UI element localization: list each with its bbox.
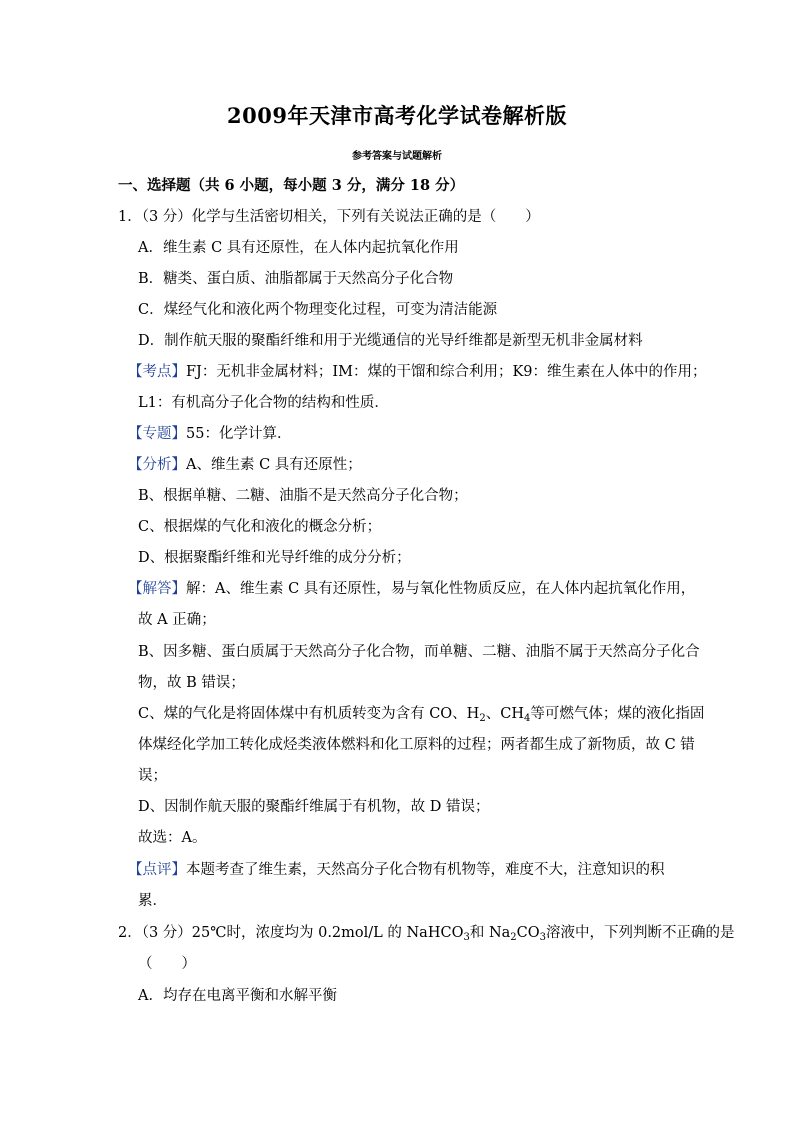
jieda-line-3: B、因多糖、蛋白质属于天然高分子化合物，而单糖、二糖、油脂不属于天然高分子化合 xyxy=(138,644,700,660)
jieda-text-5c: 等可燃气体；煤的液化指固 xyxy=(530,706,705,722)
subscript: 2 xyxy=(479,713,486,724)
question-1-option-c: C．煤经气化和液化两个物理变化过程，可变为清洁能源 xyxy=(138,302,498,318)
fenxi-line-1 xyxy=(128,455,362,475)
zhuanti-line xyxy=(128,424,291,444)
question-1-option-b: B．糖类、蛋白质、油脂都属于天然高分子化合物 xyxy=(138,271,454,287)
jieda-line-8: D、因制作航天服的聚酯纤维属于有机物，故 D 错误； xyxy=(138,799,490,815)
question-1-option-d: D．制作航天服的聚酯纤维和用于光缆通信的光导纤维都是新型无机非金属材料 xyxy=(138,333,643,349)
q2-stem-b: 和 Na xyxy=(469,925,511,941)
jieda-line-1 xyxy=(128,579,695,599)
dianping-line-1 xyxy=(128,860,665,880)
jieda-line-5 xyxy=(138,704,704,724)
kaodian-text-1: FJ：无机非金属材料；IM：煤的干馏和综合利用；K9：维生素在人体中的作用； xyxy=(186,364,707,380)
jieda-text-5a: C、煤的气化是将固体煤中有机质转变为含有 CO、H xyxy=(138,706,480,722)
section-heading: 一、选择题（共 6 小题，每小题 3 分，满分 18 分） xyxy=(118,177,465,194)
question-1-option-a: A．维生素 C 具有还原性，在人体内起抗氧化作用 xyxy=(138,240,459,256)
fenxi-text-1: A、维生素 C 具有还原性； xyxy=(186,457,362,473)
q2-stem-d: 溶液中，下列判断不正确的是 xyxy=(546,925,735,941)
jieda-text-1: 解：A、维生素 C 具有还原性，易与氧化性物质反应，在人体内起抗氧化作用， xyxy=(186,581,696,597)
question-1-stem: 1．（3 分）化学与生活密切相关，下列有关说法正确的是（ ） xyxy=(118,209,540,225)
jieda-line-9: 故选：A。 xyxy=(138,830,207,846)
kaodian-tag: 【考点】 xyxy=(128,364,186,380)
subscript: 4 xyxy=(523,713,531,724)
dianping-line-2: 累． xyxy=(138,893,167,909)
document-subtitle: 参考答案与试题解析 xyxy=(352,151,442,162)
subscript: 2 xyxy=(510,932,517,943)
question-2-stem xyxy=(118,923,735,943)
jieda-line-6: 体煤经化学加工转化成烃类液体燃料和化工原料的过程；两者都生成了新物质，故 C 错 xyxy=(138,737,695,753)
question-2-option-a: A．均存在电离平衡和水解平衡 xyxy=(138,988,337,1004)
fenxi-tag: 【分析】 xyxy=(128,457,186,473)
question-2-stem-2: （ ） xyxy=(138,956,196,972)
subscript: 3 xyxy=(463,932,470,943)
zhuanti-text: 55：化学计算． xyxy=(186,426,292,442)
jieda-line-2: 故 A 正确； xyxy=(138,612,216,628)
jieda-tag: 【解答】 xyxy=(128,581,186,597)
dianping-text-1: 本题考查了维生素，天然高分子化合物有机物等，难度不大，注意知识的积 xyxy=(186,862,665,878)
subscript: 3 xyxy=(539,932,547,943)
jieda-line-7: 误； xyxy=(138,768,167,784)
jieda-line-4: 物，故 B 错误； xyxy=(138,675,245,691)
kaodian-line-1 xyxy=(128,362,707,382)
document-title: 2009年天津市高考化学试卷解析版 xyxy=(227,103,567,128)
fenxi-line-2: B、根据单糖、二糖、油脂不是天然高分子化合物； xyxy=(138,488,468,504)
dianping-tag: 【点评】 xyxy=(128,862,186,878)
jieda-text-5b: 、CH xyxy=(485,706,524,722)
zhuanti-tag: 【专题】 xyxy=(128,426,186,442)
kaodian-line-2: L1：有机高分子化合物的结构和性质． xyxy=(138,395,389,411)
q2-stem-a: 2．（3 分）25℃时，浓度均为 0.2mol/L 的 NaHCO xyxy=(118,925,464,941)
q2-stem-c: CO xyxy=(516,925,540,941)
fenxi-line-3: C、根据煤的气化和液化的概念分析； xyxy=(138,519,382,535)
fenxi-line-4: D、根据聚酯纤维和光导纤维的成分分析； xyxy=(138,550,411,566)
